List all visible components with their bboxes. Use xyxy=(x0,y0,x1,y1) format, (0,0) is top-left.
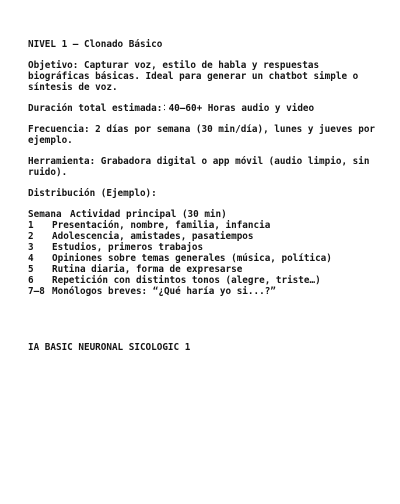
row-activity: Presentación, nombre, familia, infancia xyxy=(52,220,271,231)
objective-paragraph: Objetivo: Capturar voz, estilo de habla y respuestas biográficas básicas. Ideal para generar un chatbot simple o síntesis de voz. xyxy=(28,60,364,93)
document-page xyxy=(28,39,380,353)
row-week: 5 xyxy=(28,264,34,275)
row-week: 7–8 xyxy=(28,286,45,297)
row-activity: Monólogos breves: “¿Qué haría yo si...?” xyxy=(52,286,276,297)
distribution-table xyxy=(28,209,380,297)
table-header-row xyxy=(28,209,380,220)
row-week: 3 xyxy=(28,242,34,253)
row-activity: Repetición con distintos tonos (alegre, triste…) xyxy=(52,275,321,286)
row-week: 4 xyxy=(28,253,34,264)
distribution-title: Distribución (Ejemplo): xyxy=(28,188,157,199)
row-activity: Rutina diaria, forma de expresarse xyxy=(52,264,243,275)
tool-paragraph: Herramienta: Grabadora digital o app móvil (audio limpio, sin ruido). xyxy=(28,156,376,178)
table-row xyxy=(28,264,380,275)
row-activity: Estudios, primeros trabajos xyxy=(52,242,204,253)
row-week: 1 xyxy=(28,220,34,231)
duration-line xyxy=(28,103,380,114)
row-week: 2 xyxy=(28,231,34,242)
row-week: 6 xyxy=(28,275,34,286)
row-activity: Adolescencia, amistades, pasatiempos xyxy=(52,231,254,242)
frequency-paragraph: Frecuencia: 2 días por semana (30 min/día), lunes y jueves por ejemplo. xyxy=(28,124,381,146)
header-week: Semana xyxy=(28,209,62,220)
footer-text: IA BASIC NEURONAL SICOLOGIC 1 xyxy=(28,342,191,353)
row-activity: Opiniones sobre temas generales (música, política) xyxy=(52,253,332,264)
table-row xyxy=(28,220,380,231)
table-row xyxy=(28,275,380,286)
table-row xyxy=(28,253,380,264)
colon-mark-icon: ⁚ xyxy=(163,104,166,112)
duration-value: 40–60+ Horas audio y video xyxy=(168,103,315,114)
table-row xyxy=(28,242,380,253)
header-activity: Actividad principal (30 min) xyxy=(70,209,227,220)
table-row xyxy=(28,231,380,242)
document-heading: NIVEL 1 – Clonado Básico xyxy=(28,39,163,50)
table-row xyxy=(28,286,380,297)
duration-label: Duración total estimada: xyxy=(28,103,163,114)
